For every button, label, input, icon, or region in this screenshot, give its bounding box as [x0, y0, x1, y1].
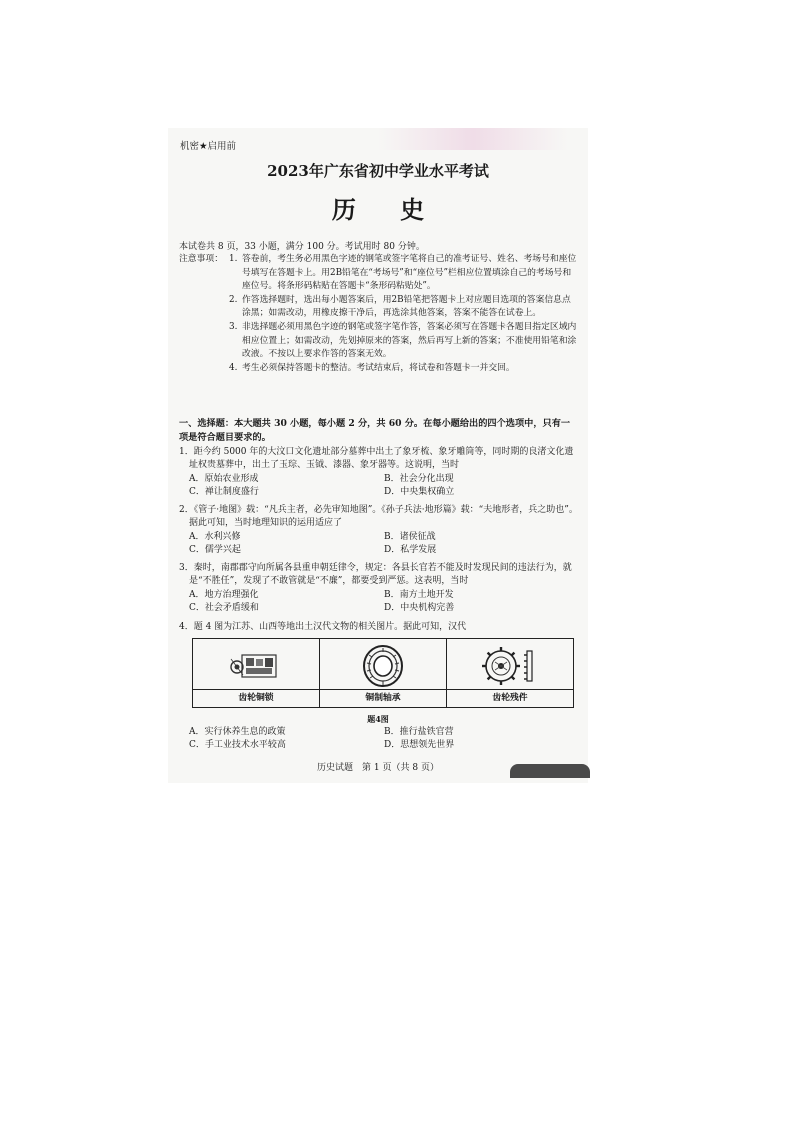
question-2 — [179, 504, 579, 556]
question-4 — [179, 621, 579, 634]
bearing-image — [320, 643, 446, 689]
figure-caption: 铜制轴承 — [320, 689, 446, 707]
note-item: 3. 非选择题必须用黑色字迹的钢笔或签字笔作答，答案必须写在答题卡各题目指定区域内相应位置上；如需改动，先划掉原来的答案，然后再写上新的答案；不准使用铅笔和涂改液。不按以上要求作答的答案无效。 — [229, 321, 577, 360]
exam-title: 2023年广东省初中学业水平考试 — [267, 162, 489, 180]
exam-page — [168, 128, 588, 783]
question-1 — [179, 446, 579, 498]
section-heading: 一、选择题：本大题共 30 小题，每小题 2 分，共 60 分。在每小题给出的四个选项中，只有一项是符合题目要求的。 — [179, 418, 571, 443]
question-stem: 4．题 4 图为江苏、山西等地出土汉代文物的相关图片。据此可知，汉代 — [179, 622, 467, 632]
option-c[interactable]: C．社会矛盾缓和 — [189, 602, 259, 613]
question-3 — [179, 562, 579, 614]
option-a[interactable]: A．原始农业形成 — [189, 473, 259, 484]
page-footer: 历史试题 第 1 页（共 8 页） — [317, 763, 439, 773]
confidential-mark: 机密★启用前 — [180, 141, 237, 152]
option-d[interactable]: D．中央集权确立 — [384, 486, 455, 497]
question-stem: 2．《管子·地图》载：“凡兵主者，必先审知地图”。《孙子兵法·地形篇》载：“夫地形者，兵之助也”。据此可知，当时地理知识的运用适应了 — [179, 505, 578, 528]
option-d[interactable]: D．思想领先世界 — [384, 740, 455, 750]
gear-lock-image — [193, 643, 319, 689]
gear-fragment-image — [447, 643, 573, 689]
figure-cell — [193, 639, 320, 707]
note-item: 1. 答卷前，考生务必用黑色字迹的钢笔或签字笔将自己的准考证号、姓名、考场号和座位号填写在答题卡上。用2B铅笔在“考场号”和“座位号”栏相应位置填涂自己的考场号和座位号。将条形码粘贴在答题卡“条形码粘贴处”。 — [229, 254, 577, 292]
figure-caption: 齿轮铜锁 — [193, 689, 319, 707]
scan-artifact — [510, 764, 590, 778]
exam-intro: 本试卷共 8 页，33 小题，满分 100 分。考试用时 80 分钟。 — [179, 242, 425, 252]
question-options — [189, 726, 579, 752]
question-stem: 1．距今约 5000 年的大汶口文化遗址部分墓葬中出土了象牙梳、象牙雕筒等，同时期的良渚文化遗址权贵墓葬中，出土了玉琮、玉钺、漆器、象牙器等。这说明，当时 — [179, 447, 574, 470]
option-b[interactable]: B．推行盐铁官营 — [384, 727, 454, 737]
question-options — [189, 472, 579, 498]
option-b[interactable]: B．诸侯征战 — [384, 531, 436, 542]
notes-label: 注意事项： — [179, 254, 223, 264]
figure-label: 题4图 — [367, 714, 389, 724]
option-d[interactable]: D．中央机构完善 — [384, 602, 455, 613]
option-a[interactable]: A．实行休养生息的政策 — [189, 727, 286, 737]
note-item: 4. 考生必须保持答题卡的整洁。考试结束后，将试卷和答题卡一并交回。 — [229, 362, 515, 373]
paper-stain — [378, 128, 568, 150]
question-options — [189, 588, 579, 614]
question-stem: 3．秦时，南郡郡守向所属各县重申朝廷律令，规定：各县长官若不能及时发现民间的违法行为，就是“不胜任”，发现了不敢管就是“不廉”，都要受到严惩。这表明，当时 — [179, 563, 572, 586]
question-4-options-block — [179, 726, 579, 752]
option-d[interactable]: D．私学发展 — [384, 544, 437, 555]
option-b[interactable]: B．南方土地开发 — [384, 589, 454, 600]
figure-table — [192, 638, 574, 708]
figure-caption: 齿轮残件 — [447, 689, 573, 707]
option-c[interactable]: C．儒学兴起 — [189, 544, 241, 555]
option-c[interactable]: C．手工业技术水平较高 — [189, 740, 286, 750]
figure-cell — [447, 639, 573, 707]
note-item: 2. 作答选择题时，选出每小题答案后，用2B铅笔把答题卡上对应题目选项的答案信息点涂黑；如需改动，用橡皮擦干净后，再选涂其他答案，答案不能答在试卷上。 — [229, 294, 571, 319]
notes-block — [179, 253, 579, 375]
question-options — [189, 530, 579, 556]
option-a[interactable]: A．水利兴修 — [189, 531, 241, 542]
subject-title: 历 史 — [331, 195, 443, 224]
figure-cell — [320, 639, 447, 707]
option-b[interactable]: B．社会分化出现 — [384, 473, 454, 484]
option-c[interactable]: C．禅让制度盛行 — [189, 486, 259, 497]
option-a[interactable]: A．地方治理强化 — [189, 589, 259, 600]
